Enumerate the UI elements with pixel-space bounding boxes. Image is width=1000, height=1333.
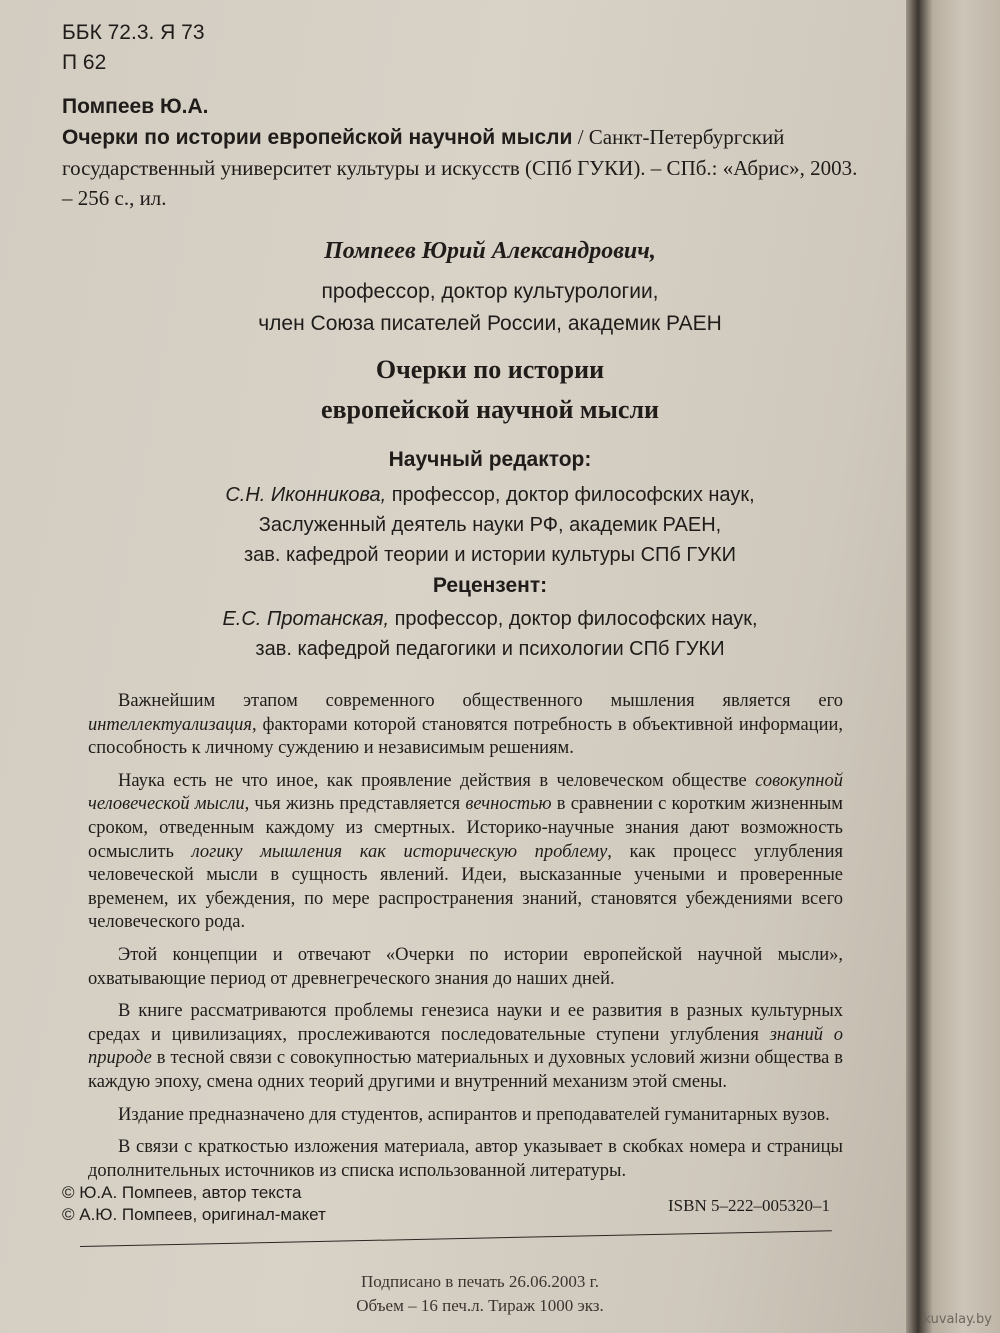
author-title-line: профессор, доктор культурологии, [321, 280, 659, 303]
editor-line: зав. кафедрой теории и истории культуры СПб ГУКИ [244, 544, 736, 566]
reviewer-heading: Рецензент: [432, 574, 548, 597]
italic-term: логику мышления как историческую проблему [191, 841, 608, 862]
editor-heading: Научный редактор: [388, 448, 592, 471]
author-titles [140, 276, 840, 340]
text-run: В книге рассматриваются проблемы генезиса науки и ее развития в разных культурных средах и цивилизациях, прослеживаются последовательные ступени углубления [88, 1001, 843, 1045]
bib-details: / Санкт-Петербургский государственный университет культуры и искусств (СПб ГУКИ). – СПб.: «Абрис», 2003. – 256 с., ил. [62, 125, 858, 210]
text-run: Наука есть не что иное, как проявление действия в человеческом обществе [118, 770, 756, 791]
book-title-line: Очерки по истории [375, 355, 605, 384]
book-title [140, 350, 840, 430]
divider-line [80, 1230, 832, 1247]
imprint-info [210, 1270, 750, 1318]
isbn-number: ISBN 5–222–005320–1 [668, 1196, 830, 1215]
bbk-index [62, 18, 205, 78]
imprint-line: Подписано в печать 26.06.2003 г. [361, 1272, 599, 1291]
editor-info [140, 480, 840, 570]
bbk-author-mark: П 62 [62, 51, 107, 74]
editor-name: С.Н. Иконникова, [225, 484, 387, 506]
reviewer-line [140, 604, 840, 634]
editor-line [140, 480, 840, 510]
italic-term: вечностью [465, 794, 552, 815]
copyright-line: © Ю.А. Помпеев, автор текста [62, 1183, 302, 1202]
book-title-line: европейской научной мысли [320, 395, 660, 424]
copyright-notice [62, 1182, 326, 1226]
annotation-paragraph [88, 1000, 843, 1094]
annotation-paragraph [88, 770, 843, 935]
watermark-text: kuvalay.by [923, 1312, 992, 1327]
annotation-paragraph: В связи с краткостью изложения материала, автор указывает в скобках номера и страницы дополнительных источников из списка использованной литературы. [88, 1137, 843, 1181]
reviewer-name: Е.С. Протанская, [222, 608, 390, 630]
reviewer-line: зав. кафедрой педагогики и психологии СПб ГУКИ [255, 638, 725, 660]
italic-term: совокупной человеческой мысли [88, 770, 843, 815]
bibliographic-record [62, 92, 862, 213]
bib-description [62, 122, 862, 213]
bbk-line: ББК 72.3. Я 73 [62, 21, 205, 44]
editor-line: Заслуженный деятель науки РФ, академик РАЕН, [258, 514, 722, 536]
imprint-line: Объем – 16 печ.л. Тираж 1000 экз. [356, 1296, 604, 1315]
annotation-paragraph: Этой концепции и отвечают «Очерки по истории европейской научной мысли», охватывающие период от древнегреческого знания до наших дней. [88, 944, 843, 989]
text-run: , факторами которой становятся потребность в объективной информации, способность к личному суждению и независимым решениям. [88, 714, 843, 759]
italic-term: интеллектуализация [88, 714, 252, 735]
annotation-paragraph [88, 690, 843, 761]
text-run: , как процесс углубления человеческой мысли в сущность явлений. Идеи, высказанные учеными и проверенные временем, их убеждения, по мере распространения знаний, становятся убеждениями всего человеческого рода. [88, 841, 843, 933]
text-run: в тесной связи с совокупностью материальных и духовных условий жизни общества в каждую эпоху, смена одних теорий другими и внутренний механизм этой смены. [88, 1048, 843, 1092]
author-title-line: член Союза писателей России, академик РАЕН [258, 312, 722, 335]
author-full-name: Помпеев Юрий Александрович, [324, 238, 656, 264]
reviewer-info [140, 604, 840, 664]
bib-title: Очерки по истории европейской научной мысли [62, 126, 573, 149]
book-cover-edge [918, 0, 1000, 1333]
text-run: в сравнении с коротким жизненным сроком, отведенным каждому из смертных. Историко-научные знания дают возможность осмыслить [88, 794, 843, 862]
reviewer-degree: профессор, доктор философских наук, [389, 608, 758, 630]
bib-author: Помпеев Ю.А. [62, 95, 209, 118]
editor-degree: профессор, доктор философских наук, [386, 484, 755, 506]
italic-term: знаний о природе [88, 1024, 844, 1069]
text-run: , чья жизнь представляется [244, 794, 466, 815]
annotation-text [88, 690, 843, 1192]
copyright-line: © А.Ю. Помпеев, оригинал-макет [62, 1205, 326, 1224]
text-run: Важнейшим этапом современного общественного мышления является его [118, 691, 843, 711]
annotation-paragraph: Издание предназначено для студентов, аспирантов и преподавателей гуманитарных вузов. [118, 1104, 830, 1125]
